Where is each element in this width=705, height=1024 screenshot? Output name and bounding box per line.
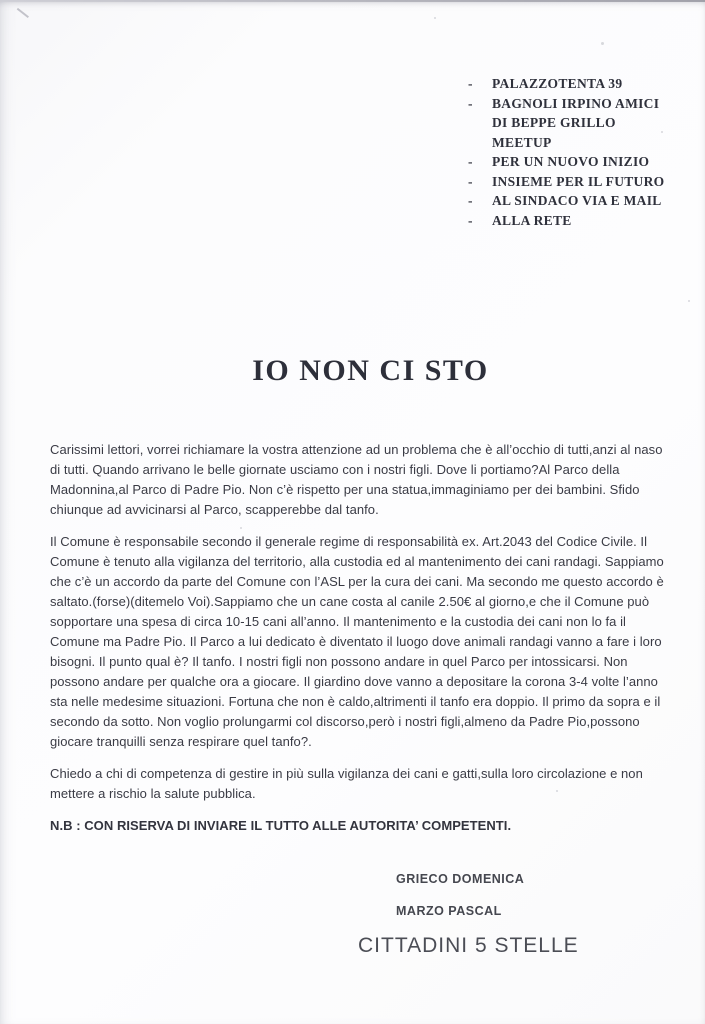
paragraph-request: Chiedo a chi di competenza di gestire in più sulla vigilanza dei cani e gatti,sulla loro circolazione e non mettere a rischio la salute pubblica. [50,766,643,801]
distribution-list-label: PALAZZOTENTA 39 [492,76,623,91]
scan-speck [601,42,604,45]
distribution-list-item [468,191,674,211]
distribution-list-item [468,74,674,94]
list-dash: - [468,95,473,111]
distribution-list-label: INSIEME PER IL FUTURO [492,173,665,189]
page-title: IO NON CI STO [252,354,489,387]
scan-edge-artifact [0,0,705,2]
signature-grieco-domenica: GRIECO DOMENICA [396,872,525,886]
letter-body [50,440,670,848]
distribution-list-item [468,172,674,192]
list-dash: - [468,212,473,228]
paragraph-intro: Carissimi lettori, vorrei richiamare la vostra attenzione ad un problema che è all’occhio di tutti,anzi al naso di tutti. Quando arrivano le belle giornate usciamo con i nostri figli. Dove li portiamo?Al Parco della Madonnina,al Parco di Padre Pio. Non c’è rispetto per una statua,immaginiamo per dei bambini. Sfido chiunque ad avvicinarsi al Parco, scapperebbe dal tanfo. [50,442,663,517]
nota-bene-line: N.B : CON RISERVA DI INVIARE IL TUTTO ALLE AUTORITA’ COMPETENTI. [50,818,512,833]
distribution-list-label: ALLA RETE [492,212,572,228]
paragraph-main: Il Comune è responsabile secondo il generale regime di responsabilità ex. Art.2043 del Codice Civile. Il Comune è tenuto alla vigilanza del territorio, alla custodia ed al mantenimento dei cani randagi. Sappiamo che c’è un accordo da parte del Comune con l’ASL per la cura dei cani. Ma secondo me questo accordo è saltato.(forse)(ditemelo Voi).Sappiamo che un cane costa al canile 2.50€ al giorno,e che il Comune può sopportare una spesa di circa 10-15 cani all’anno. Il mantenimento e la custodia dei cani non lo fa il Comune ma Padre Pio. Il Parco a lui dedicato è diventato il luogo dove animali randagi vanno a fare i loro bisogni. Il punto qual è? Il tanfo. I nostri figli non possono andare in quel Parco per intossicarsi. Non possono andare per qualche ora a giocare. Il giardino dove vanno a depositare la corona 3-4 volte l’anno sta nelle medesime situazioni. Fortuna che non è caldo,altrimenti il tanfo era doppio. Il primo da sopra e il secondo da sotto. Non voglio prolungarmi col discorso,però i nostri figli,almeno da Padre Pio,possono giocare tranquilli senza respirare quel tanfo?. [50,534,664,749]
signature-marzo-pascal: MARZO PASCAL [396,904,502,918]
distribution-list-item [468,152,674,172]
distribution-list-label: PER UN NUOVO INIZIO [492,154,650,169]
distribution-list [468,74,674,230]
scan-scratch-artifact [17,8,29,18]
distribution-list-label: BAGNOLI IRPINO AMICI DI BEPPE GRILLO MEETUP [492,95,660,150]
list-dash: - [468,154,473,169]
scan-speck [434,17,436,19]
distribution-list-label: AL SINDACO VIA E MAIL [492,193,662,208]
list-dash: - [468,193,473,208]
distribution-list-item [468,94,674,153]
scan-speck [688,300,690,302]
list-dash: - [468,76,473,91]
distribution-list-item [468,211,674,231]
list-dash: - [468,173,473,189]
group-name-cittadini-5-stelle: CITTADINI 5 STELLE [358,934,579,957]
